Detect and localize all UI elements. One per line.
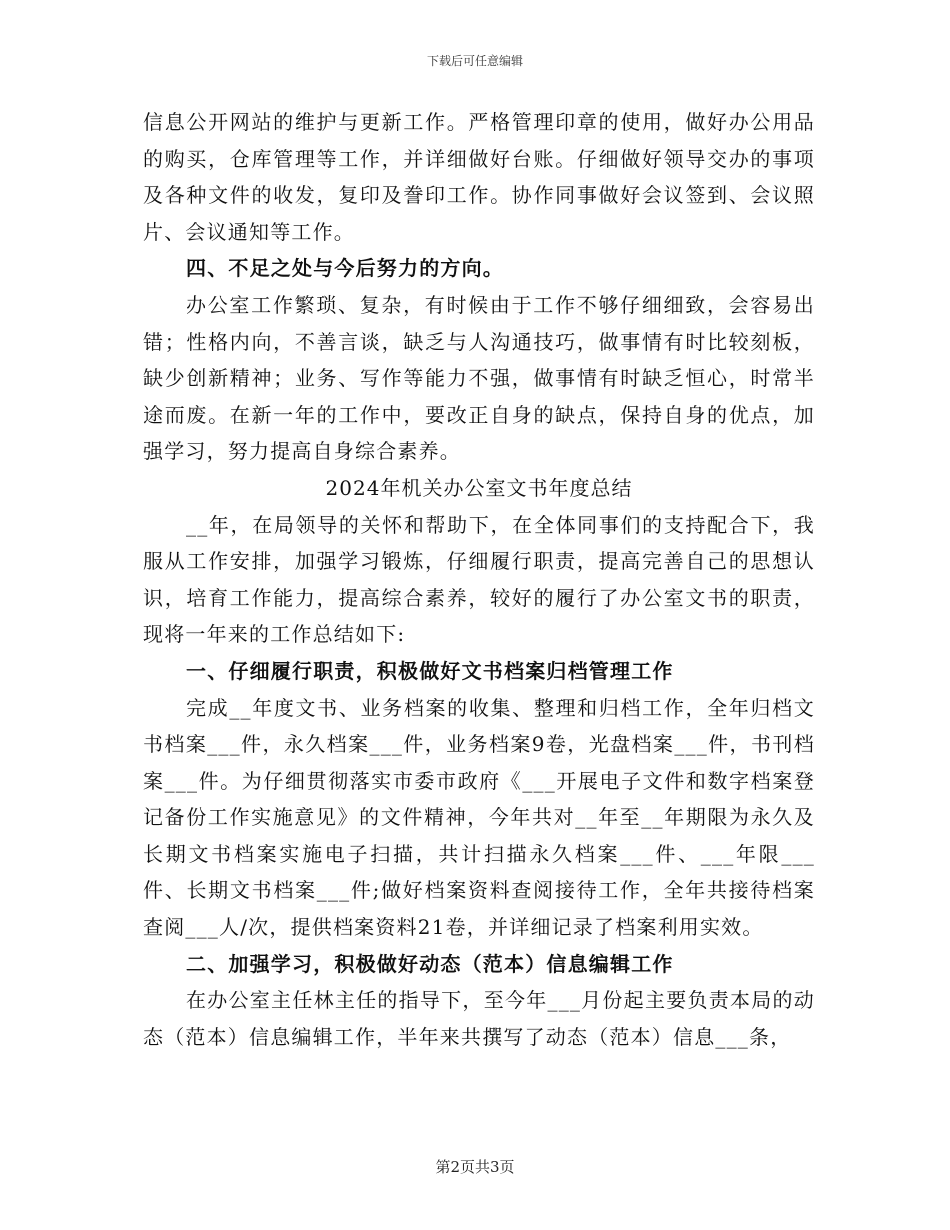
section-heading-1: 一、仔细履行职责，积极做好文书档案归档管理工作 [186, 658, 674, 683]
paragraph-info-editing: 在办公室主任林主任的指导下，至今年___月份起主要负责本局的动态（范本）信息编辑工作，半年来共撰写了动态（范本）信息___条， [143, 988, 815, 1049]
page-footer: 第2页共3页 [435, 1158, 515, 1176]
document-title: 2024年机关办公室文书年度总结 [325, 475, 633, 500]
paragraph-continued: 信息公开网站的维护与更新工作。严格管理印章的使用，做好办公用品的购买，仓库管理等工作，并详细做好台账。仔细做好领导交办的事项及各种文件的收发，复印及誊印工作。协作同事做好会议签到、会议照片、会议通知等工作。 [143, 110, 815, 244]
paragraph-intro: __年，在局领导的关怀和帮助下，在全体同事们的支持配合下，我服从工作安排，加强学习锻炼，仔细履行职责，提高完善自己的思想认识，培育工作能力，提高综合素养，较好的履行了办公室文书的职责，现将一年来的工作总结如下: [143, 512, 815, 647]
header-note: 下载后可任意编辑 [426, 54, 523, 68]
section-heading-4: 四、不足之处与今后努力的方向。 [186, 256, 504, 281]
document-body [143, 104, 815, 1055]
paragraph-shortcomings: 办公室工作繁琐、复杂，有时候由于工作不够仔细细致，会容易出错；性格内向，不善言谈，缺乏与人沟通技巧，做事情有时比较刻板，缺少创新精神；业务、写作等能力不强，做事情有时缺乏恒心，时常半途而废。在新一年的工作中，要改正自身的缺点，保持自身的优点，加强学习，努力提高自身综合素养。 [143, 292, 815, 464]
section-heading-2: 二、加强学习，积极做好动态（范本）信息编辑工作 [186, 951, 674, 976]
paragraph-archives: 完成__年度文书、业务档案的收集、整理和归档工作，全年归档文书档案___件，永久档案___件，业务档案9卷，光盘档案___件，书刊档案___件。为仔细贯彻落实市委市政府《___开展电子文件和数字档案登记备份工作实施意见》的文件精神，今年共对__年至__年期限为永久及长期文书档案实施电子扫描，共计扫描永久档案___件、___年限___件、长期文书档案___件;做好档案资料查阅接待工作，全年共接待档案查阅___人/次，提供档案资料21卷，并详细记录了档案利用实效。 [143, 695, 815, 940]
